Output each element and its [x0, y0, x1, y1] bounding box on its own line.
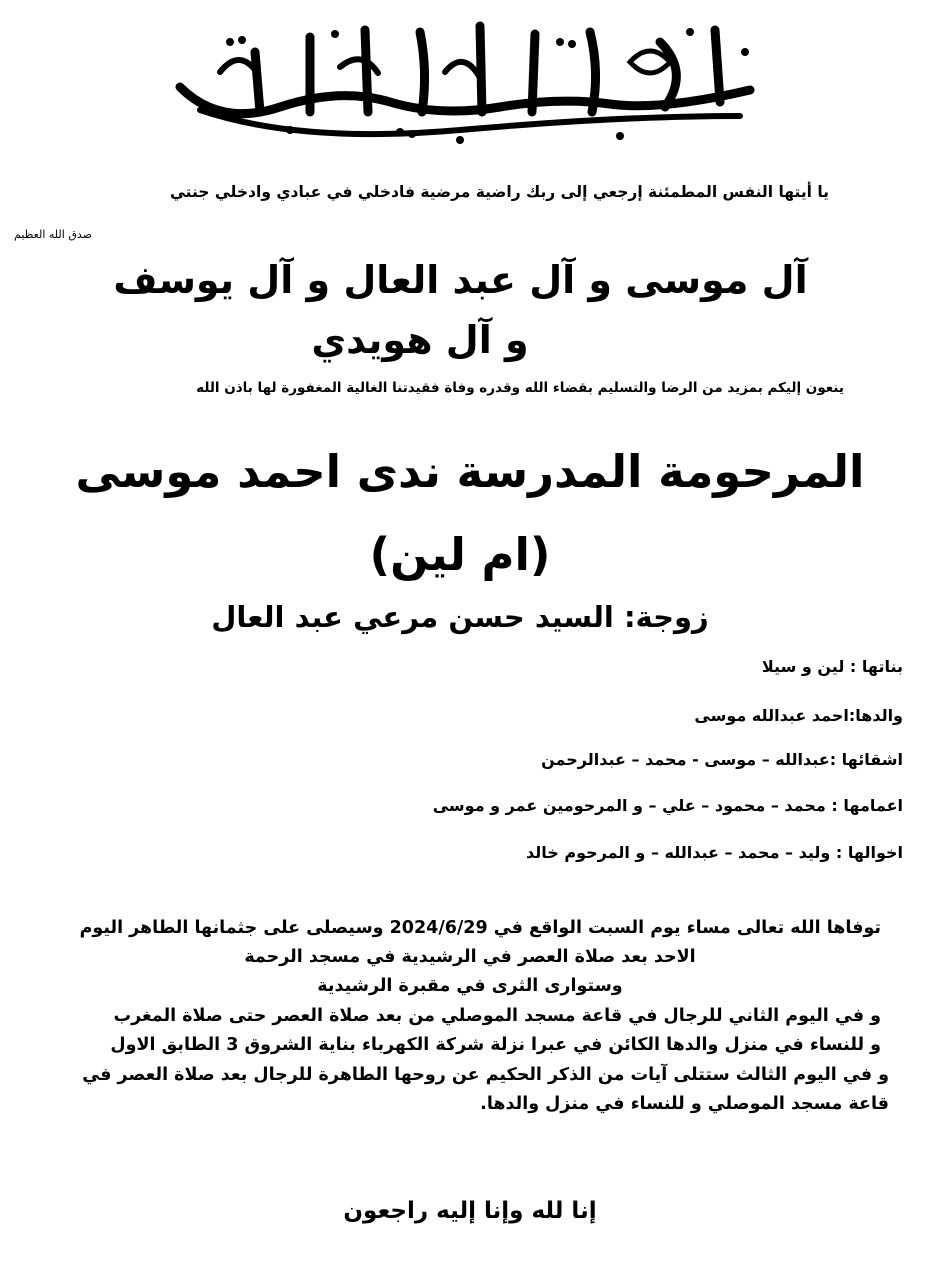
calligraphy-header [160, 12, 770, 152]
details-line-4: و في اليوم الثاني للرجال في قاعة مسجد الموصلي من بعد صلاة العصر حتى صلاة المغرب [113, 1006, 881, 1026]
relatives-father: والدها:احمد عبدالله موسى [694, 706, 903, 725]
details-line-1: توفاها الله تعالى مساء يوم السبت الواقع في 2024/6/29 وسيصلى على جثمانها الطاهر اليوم [79, 918, 881, 938]
details-line-7: قاعة مسجد الموصلي و للنساء في منزل والدها. [480, 1094, 889, 1114]
relatives-daughters: بناتها : لين و سيلا [761, 657, 903, 676]
calligraphy-artwork [160, 12, 770, 152]
relatives-brothers: اشقائها :عبدالله – موسى - محمد – عبدالرحمن [541, 750, 903, 769]
details-line-5: و للنساء في منزل والدها الكائن في عبرا نزلة شركة الكهرباء بناية الشروق 3 الطابق الاول [110, 1035, 881, 1055]
relatives-paternal-uncles: اعمامها : محمد – محمود – علي – و المرحومين عمر و موسى [432, 796, 903, 815]
spouse-line: زوجة: السيد حسن مرعي عبد العال [211, 600, 709, 634]
details-line-3: وستوارى الثرى في مقبرة الرشيدية [317, 976, 623, 996]
details-line-2: الاحد بعد صلاة العصر في الرشيدية في مسجد الرحمة [244, 947, 696, 967]
announcement-text: ينعون إليكم بمزيد من الرضا والتسليم بقضاء الله وقدره وفاة فقيدتنا الغالية المغفورة لها باذن الله [196, 380, 844, 396]
relatives-maternal-uncles: اخوالها : وليد – محمد – عبدالله – و المرحوم خالد [526, 843, 903, 862]
quran-verse: يا أيتها النفس المطمئنة إرجعي إلى ربك راضية مرضية فادخلي في عبادي وادخلي جنتي [169, 183, 829, 201]
details-line-6: و في اليوم الثالث ستتلى آيات من الذكر الحكيم عن روحها الطاهرة للرجال بعد صلاة العصر في [82, 1065, 889, 1085]
verse-closing: صدق الله العظيم [14, 228, 92, 241]
deceased-nickname: (ام لين) [369, 528, 551, 581]
closing-phrase: إنا لله وإنا إليه راجعون [343, 1198, 597, 1224]
families-line-1: آل موسى و آل عبد العال و آل يوسف [113, 258, 808, 302]
families-line-2: و آل هويدي [311, 318, 529, 362]
deceased-name: المرحومة المدرسة ندى احمد موسى [75, 445, 865, 498]
